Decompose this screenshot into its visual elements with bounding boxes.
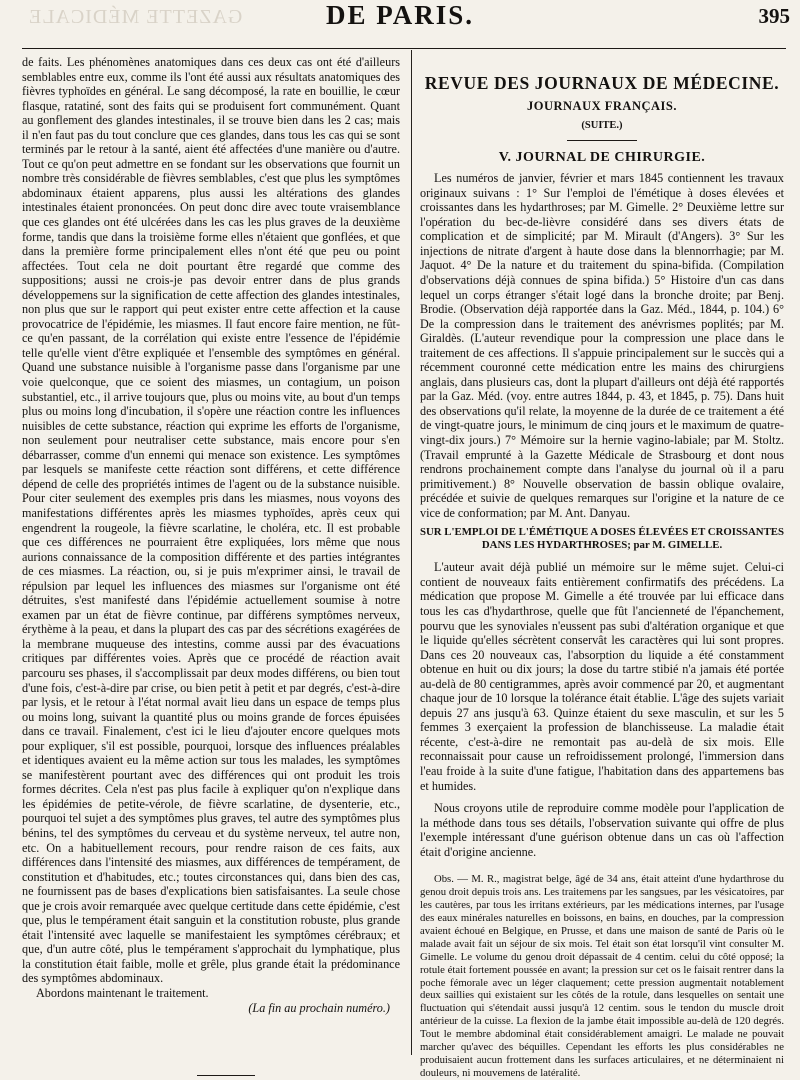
- running-header-title: DE PARIS.: [325, 0, 475, 30]
- page-number: 395: [758, 4, 790, 28]
- intro-paragraph: Les numéros de janvier, février et mars 1845 contiennent les travaux originaux suivans : 1° Sur l'emploi de l'émétique à doses élevées et croissantes dans les hydarthroses; par M. Gimelle. 2° Deuxième lettre sur l'opération du bec-de-lièvre considéré dans ses divers états de complication et de simplicité; par M. Mirault (d'Angers). 3° Sur les injections de nitrate d'argent à haute dose dans la blennorrhagie; par M. Jaquot. 4° De la nature et du traitement du spina-bifida. (Compilation d'observations déjà connues de spina bifida.) 5° Histoire d'un cas dans lequel un corps étranger s'était logé dans la bronche droite; par Benj. Brodie. (Observation déjà rapportée dans la Gaz. Méd., 1844, p. 104.) 6° De la compression dans le traitement des anévrismes poplités; par M. Giraldès. (L'auteur revendique pour la compression une place dans le traitement de ces affections. Il s'appuie principalement sur le succès qui a récemment couronné cette médication entre les mains des chirurgiens anglais, dans plusieurs cas, dont la plupart d'ailleurs ont déjà été rapportés par la Gaz. Méd. (voy. entre autres 1844, p. 43, et 1845, p. 75). Dans huit des observations qu'il relate, la moyenne de la durée de ce traitement a été de vingt-quatre jours, le minimum de cinq jours et le maximum de quatre-vingt-dix jours.) 7° Mémoire sur la hernie vagino-labiale; par M. Stoltz. (Travail emprunté à la Gazette Médicale de Strasbourg et dont nous rendrons prochainement compte dans l'analyse du journal où il a paru primitivement.) 8° Nouvelle observation de bassin oblique ovalaire, précédée et suivie de quelques remarques sur l'origine et la nature de ce vice de conformation; par M. Ant. Danyau.: [420, 171, 784, 520]
- section-title: REVUE DES JOURNAUX DE MÉDECINE.: [424, 73, 780, 93]
- continuation-note: (La fin au prochain numéro.): [248, 1000, 390, 1015]
- header-rule: [22, 48, 786, 49]
- subsection-title: JOURNAUX FRANÇAIS.: [527, 98, 677, 113]
- article-paragraph-2: Nous croyons utile de reproduire comme modèle pour l'application de la méthode dans tous ses détails, l'observation suivante qui offre de plus l'exemple intéressant d'une guérison obtenue dans un cas où l'affection était d'origine ancienne.: [420, 801, 784, 859]
- observation-paragraph: Obs. — M. R., magistrat belge, âgé de 34 ans, était atteint d'une hydarthrose du genou droit depuis trois ans. Les traitemens par les sangsues, par les vésicatoires, par les cautères, par tous les irritans extérieurs, par les médications internes, par l'usage des eaux minérales naturelles en boissons, en bains, en douches, par la compression avaient échoué en Belgique, en Prusse, et dans une maison de santé de Paris où le malade avait fait un séjour de six mois. Tel était son état lorsqu'il vint consulter M. Gimelle. Le volume du genou droit dépassait de 4 centim. celui du côté opposé; la rotule était fortement poussée en avant; la pression sur cet os le faisait rentrer dans la poche fémorale avec un léger claquement; cette pression augmentait notablement deux saillies qui existaient sur les côtés de la rotule, dans lesquelles on sentait une fluctuation qui s'étendait aussi jusqu'à 12 centim. sous le tendon du muscle droit antérieur de la cuisse. La flexion de la jambe était impossible au-delà de 120 degrés. Tout le membre abdominal était considérablement amaigri. Le malade ne pouvait marcher qu'avec des béquilles. Cependant les efforts les plus considérables ne produisaient aucun frottement dans les surfaces articulaires, et ne déterminaient ni douleurs, ni mouvemens de latéralité.: [420, 873, 784, 1079]
- right-column: [420, 73, 785, 1080]
- footer-rule: [197, 1075, 255, 1076]
- column-divider: [411, 50, 412, 1055]
- left-paragraph-1: de faits. Les phénomènes anatomiques dans ces deux cas ont été d'ailleurs semblables entre eux, comme ils l'ont été aussi aux résultats anatomiques des fièvres typhoïdes en général. Le sang décomposé, la rate en bouillie, le cœur flasque, ratatiné, sont des faits qui se produisent fort communément. Quant au gonflement des glandes intestinales, il se trouve bien dans les 2 cas; mais il n'en faut pas du tout conclure que ces glandes, dans tous les cas qui se sont terminés par le retour à la santé, aient été affectées d'une manière ou d'autre. Tout ce qu'on peut admettre en se fondant sur les observations que fournit un nombre très considérable de fièvres semblables, c'est que plus les symptômes abdominaux étaient apparens, plus aussi les altérations des glandes intestinales étaient prononcées. On peut donc dire avec toute vraisemblance que ces glandes ont été ulcérées dans les cas les plus graves de la deuxième forme, tandis que dans la troisième forme elles n'étaient que gonflées, et que dans la première forme principalement elles n'ont été que peu ou point affectées. Tout cela ne doit pourtant être regardé que comme des suppositions; aussi ne crois-je pas devoir entrer dans de plus grands développemens sur la signification de cette affection des glandes intestinales, non plus que sur le rapport qui peut exister entre cette affection et la cause provocatrice de l'épidémie, les miasmes. Il faut encore faire mention, ne fût-ce qu'en passant, de la corrélation qui existe entre l'essence de l'épidémie telle qu'elle vient d'être expliquée et l'ensemble des symptômes en général. Quand une substance nuisible à l'organisme passe dans l'organisme par une voie quelconque, que ce soient des miasmes, un contagium, un poison substantiel, etc., il arrive toujours que, plus ou moins vite, au bout d'un temps plus ou moins long d'incubation, il s'opère une réaction contre les influences nuisibles de cette substance, réaction qui exprime les efforts de l'organisme, non seulement pour neutraliser cette substance, mais encore pour s'en débarrasser, comme d'un ennemi qui menace son existence. Les symptômes par lesquels se manifeste cette réaction sont différens, et cette différence dépend de celle des propriétés intimes de l'agent ou de la substance nuisible. Pour citer seulement des exemples pris dans les miasmes, nous voyons des manifestations différentes après les miasmes typhoïdes, après ceux qui engendrent la rougeole, la fièvre scarlatine, le choléra, etc. Il est probable que ces différences ne pourraient être expliquées, lors même que nous aurions connaissance de la composition différente et des parties intégrantes de ces miasmes. La réaction, ou, si je puis m'exprimer ainsi, le travail de répulsion par lequel les influences des miasmes sur l'organisme ont été détruites, s'est manifesté dans l'épidémie actuellement soumise à notre examen par un état de fièvre continue, par différens symptômes nerveux, érythème à la peau, et dans la plupart des cas par des sécrétions exagérées de la membrane muqueuse des intestins, comme aussi par des évacuations critiques par différentes voies. Après que ce procédé de réaction avait parcouru ses phases, il s'accomplissait par deux modes différens, ou bien tout d'une fois, c'est-à-dire par crise, ou bien petit à petit et par degrés, c'est-à-dire par lysis, et le retour à l'état normal avait lieu dans un espace de temps plus ou moins long, suivant la quantité plus ou moins grande de forces épuisées dans ce travail. Finalement, c'est ici le lieu d'ajouter encore quelques mots pour expliquer, s'il est possible, pourquoi, lorsque des influences préalables et identiques avaient eu la même action sur tous les malades, les symptômes se manifestèrent pourtant avec des différences qui ont produit les trois formes décrites. Cela n'est pas plus facile à expliquer qu'on n'explique dans les épidémies de petite-vérole, de fièvre scarlatine, de dysenterie, etc., pourquoi tel sujet a des symptômes plus graves, tel autre des symptômes plus bénins, tel des symptômes du cerveau et du système nerveux, tel autre non, etc. On a habituellement recours, pour rendre raison de ces faits, aux différences dans l'intensité des miasmes, aux différences de tempérament, de constitution et d'habitudes, etc.; toutes circonstances qui, dans bien des cas, ne fournissent pas de bases d'explications bien satisfaisantes. La seule chose que je crois avoir remarquée avec quelque certitude dans cette épidémie, c'est que, plus le tempérament était sanguin et la constitution robuste, plus grande était l'intensité avec laquelle se manifestaient les symptômes cérébraux; et que, d'un autre côté, plus le tempérament s'approchait du lymphatique, plus la constitution était faible, molle et grêle, plus grande était la prédominance des symptômes abdominaux.: [22, 55, 400, 986]
- left-column: [22, 55, 400, 1076]
- bleed-through-text: GAZETTE MÉDICALE: [28, 6, 243, 28]
- suite-label: (SUITE.): [581, 120, 623, 132]
- chapter-title: V. JOURNAL DE CHIRURGIE.: [498, 149, 706, 165]
- article-title: SUR L'EMPLOI DE L'ÉMÉTIQUE A DOSES ÉLEVÉES ET CROISSANTES DANS LES HYDARTHROSES; par M. GIMELLE.: [420, 526, 785, 552]
- left-paragraph-2: Abordons maintenant le traitement.: [36, 986, 209, 1000]
- section-rule: [567, 140, 637, 141]
- article-paragraph-1: L'auteur avait déjà publié un mémoire sur le même sujet. Celui-ci contient de nouveaux faits entièrement confirmatifs des précédens. La médication que propose M. Gimelle a été trouvée par lui efficace dans tous les cas d'hydarthrose, quelle que fût l'ancienneté de l'épanchement, pourvu que les synoviales n'eussent pas subi d'altération organique et que le liquide qu'elles sécrètent conservât les caractères qui lui sont propres. Dans ces 20 nouveaux cas, l'absorption du liquide a été constamment obtenue en huit ou dix jours; la dose du tartre stibié n'a jamais été portée au-delà de 80 centigrammes, après avoir commencé par 20, et augmentant chaque jour de 10 lorsque la tolérance était établie. L'âge des sujets variait depuis 27 ans jusqu'à 63. Quinze étaient du sexe masculin, et sur les 5 femmes 3 exerçaient la profession de blanchisseuse. La maladie était récente, c'est-à-dire ne remontait pas au-delà de six mois. Elle reconnaissait pour cause un refroidissement prolongé, l'immersion dans l'eau froide à la suite d'une fatigue, l'habitation dans des appartemens bas et humides.: [420, 560, 784, 793]
